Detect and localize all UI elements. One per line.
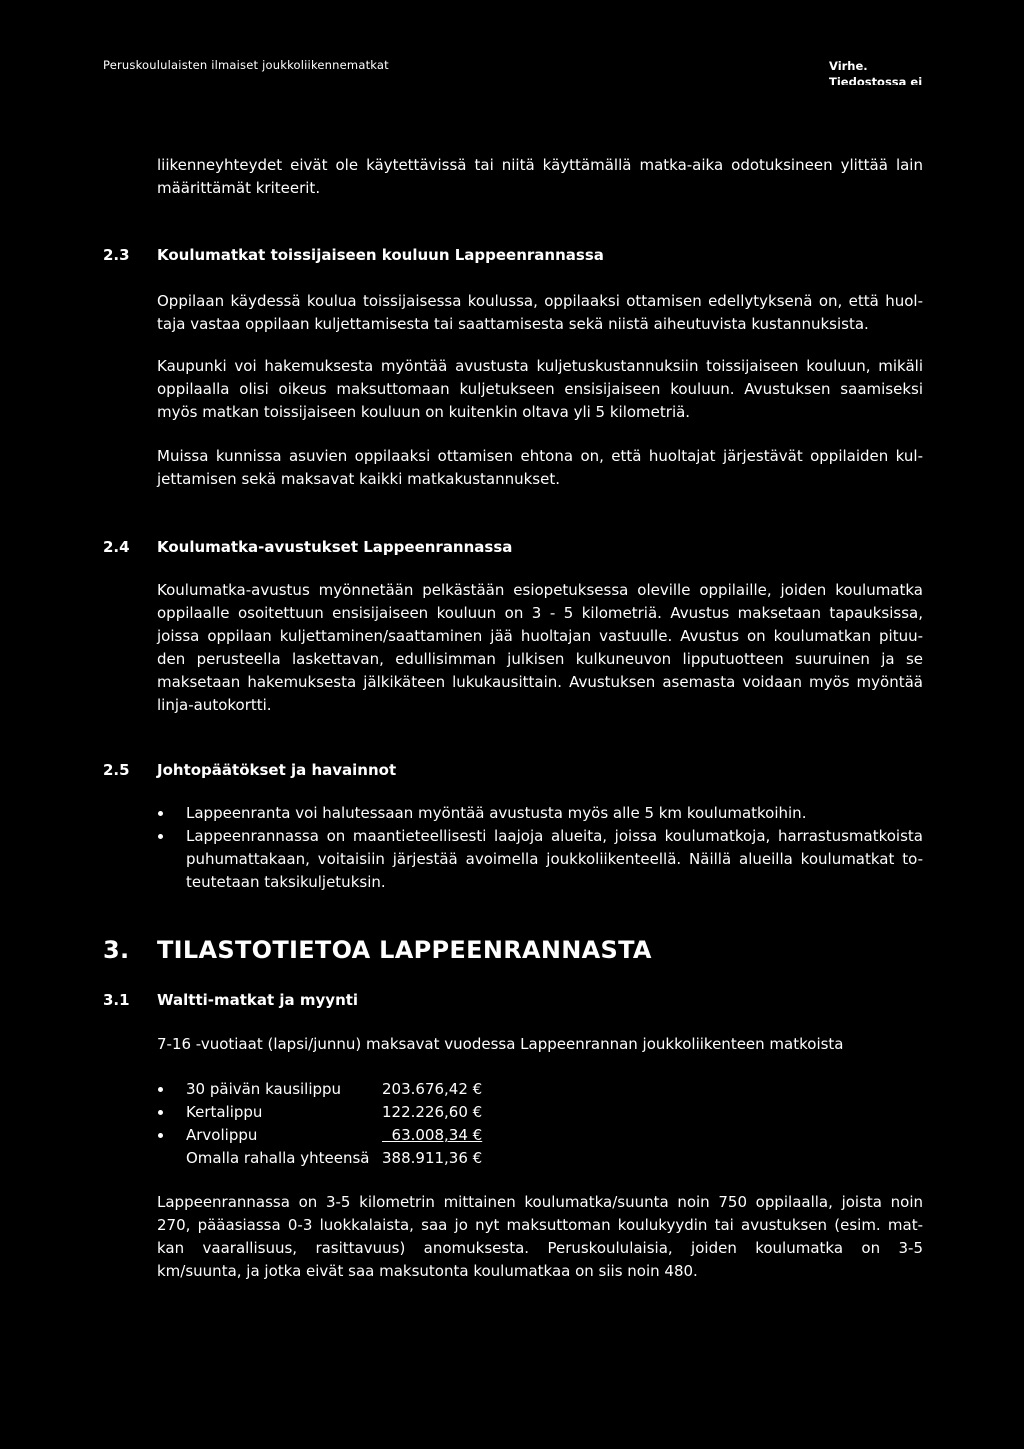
section-number: 2.5 [103, 761, 130, 779]
section-title: Koulumatkat toissijaiseen kouluun Lappeenrannassa [157, 246, 604, 264]
paragraph [157, 1033, 923, 1056]
ticket-name: Kertalippu [186, 1103, 263, 1121]
bullet-icon [158, 834, 163, 839]
text-line: Kaupunki voi hakemuksesta myöntää avustusta kuljetuskustannuksiin toissijaiseen kouluun, mikäli [157, 357, 923, 375]
paragraph [157, 290, 923, 336]
text-line: maksetaan hakemuksesta jälkikäteen lukukausittain. Avustuksen asemasta voidaan myös myöntää [157, 673, 923, 691]
section-title: Johtopäätökset ja havainnot [157, 761, 397, 779]
header-error-line: Virhe. [829, 59, 868, 73]
text-line: teutetaan taksikuljetuksin. [186, 873, 386, 891]
text-line: kan vaarallisuus, rasittavuus) anomuksesta. Peruskoululaisia, joiden koulumatka on 3-5 [157, 1239, 923, 1257]
ticket-amount: 63.008,34 € [382, 1126, 483, 1144]
section-number: 3.1 [103, 991, 130, 1009]
text-line: puhumattakaan, voitaisiin järjestää avoimella joukkoliikenteellä. Näillä alueilla koulumatkat to- [186, 850, 923, 868]
text-line: km/suunta, ja jotka eivät saa maksutonta koulumatkaa on siis noin 480. [157, 1262, 698, 1280]
ticket-name: Arvolippu [186, 1126, 258, 1144]
text-line: liikenneyhteydet eivät ole käytettävissä tai niitä käyttämällä matka-aika odotuksineen ylittää lain [157, 156, 923, 174]
text-line: myös matkan toissijaiseen kouluun on kuitenkin oltava yli 5 kilometriä. [157, 403, 691, 421]
bullet-icon [158, 1133, 163, 1138]
paragraph [157, 1191, 923, 1283]
text-line: linja-autokortti. [157, 696, 272, 714]
ticket-row [157, 1101, 657, 1124]
bullet-icon [158, 1087, 163, 1092]
text-line: Lappeenrannassa on 3-5 kilometrin mittainen koulumatka/suunta noin 750 oppilaalla, joista noin [157, 1193, 923, 1211]
text-line: Koulumatka-avustus myönnetään pelkästään esiopetuksessa oleville oppilaille, joiden koulumatka [157, 581, 923, 599]
header-error-text [829, 58, 929, 85]
intro-paragraph [157, 154, 923, 200]
text-line: oppilaalla olisi oikeus maksuttomaan kuljetukseen ensisijaiseen kouluun. Avustuksen saamiseksi [157, 380, 923, 398]
text-line: joissa oppilaan kuljettaminen/saattaminen jää huoltajan vastuulle. Avustus on koulumatkan pituu- [157, 627, 923, 645]
section-number: 2.3 [103, 246, 130, 264]
list-item [157, 825, 923, 894]
chapter-number: 3. [103, 936, 130, 964]
text-line: Muissa kunnissa asuvien oppilaaksi ottamisen ehtona on, että huoltajat järjestävät oppilaiden kul- [157, 447, 923, 465]
paragraph [157, 445, 923, 491]
text-line: jettamisen sekä maksavat kaikki matkakustannukset. [157, 470, 561, 488]
chapter-title: TILASTOTIETOA LAPPEENRANNASTA [157, 936, 652, 964]
ticket-total-label: Omalla rahalla yhteensä [186, 1149, 370, 1167]
text-line: den perusteella laskettavan, edullisimman julkisen kulkuneuvon lipputuotteen suuruinen ja se [157, 650, 923, 668]
bullet-icon [158, 811, 163, 816]
text-line: Lappeenrannassa on maantieteellisesti laajoja alueita, joissa koulumatkoja, harrastusmatkoista [186, 827, 923, 845]
text-line: oppilaalle osoitettuun ensisijaiseen kouluun on 3 - 5 kilometriä. Avustus maksetaan tapauksissa, [157, 604, 923, 622]
ticket-total-amount: 388.911,36 € [382, 1149, 483, 1167]
text-line: 7-16 -vuotiaat (lapsi/junnu) maksavat vuodessa Lappeenrannan joukkoliikenteen matkoista [157, 1035, 844, 1053]
bullet-icon [158, 1110, 163, 1115]
ticket-sales-list [157, 1078, 657, 1170]
text-line: Lappeenranta voi halutessaan myöntää avustusta myös alle 5 km koulumatkoihin. [186, 804, 807, 822]
text-line: Oppilaan käydessä koulua toissijaisessa koulussa, oppilaaksi ottamisen edellytyksenä on, että huol- [157, 292, 923, 310]
header-error-line: Tiedostossa ei [829, 75, 923, 85]
section-title: Waltti-matkat ja myynti [157, 991, 359, 1009]
section-number: 2.4 [103, 538, 130, 556]
ticket-amount: 122.226,60 € [382, 1103, 483, 1121]
list-item [157, 802, 923, 825]
text-line: 270, pääasiassa 0-3 luokkalaista, saa jo nyt maksuttoman koulukyydin tai avustuksen (esim. mat- [157, 1216, 923, 1234]
paragraph [157, 579, 923, 717]
ticket-row [157, 1078, 657, 1101]
section-title: Koulumatka-avustukset Lappeenrannassa [157, 538, 513, 556]
conclusions-list [157, 802, 923, 894]
text-line: määrittämät kriteerit. [157, 179, 321, 197]
ticket-name: 30 päivän kausilippu [186, 1080, 342, 1098]
running-header: Peruskoululaisten ilmaiset joukkoliikennematkat [103, 58, 389, 72]
paragraph [157, 355, 923, 424]
ticket-row [157, 1124, 657, 1147]
ticket-total-row [157, 1147, 657, 1170]
ticket-amount: 203.676,42 € [382, 1080, 483, 1098]
text-line: taja vastaa oppilaan kuljettamisesta tai saattamisesta sekä niistä aiheutuvista kustannuksista. [157, 315, 869, 333]
